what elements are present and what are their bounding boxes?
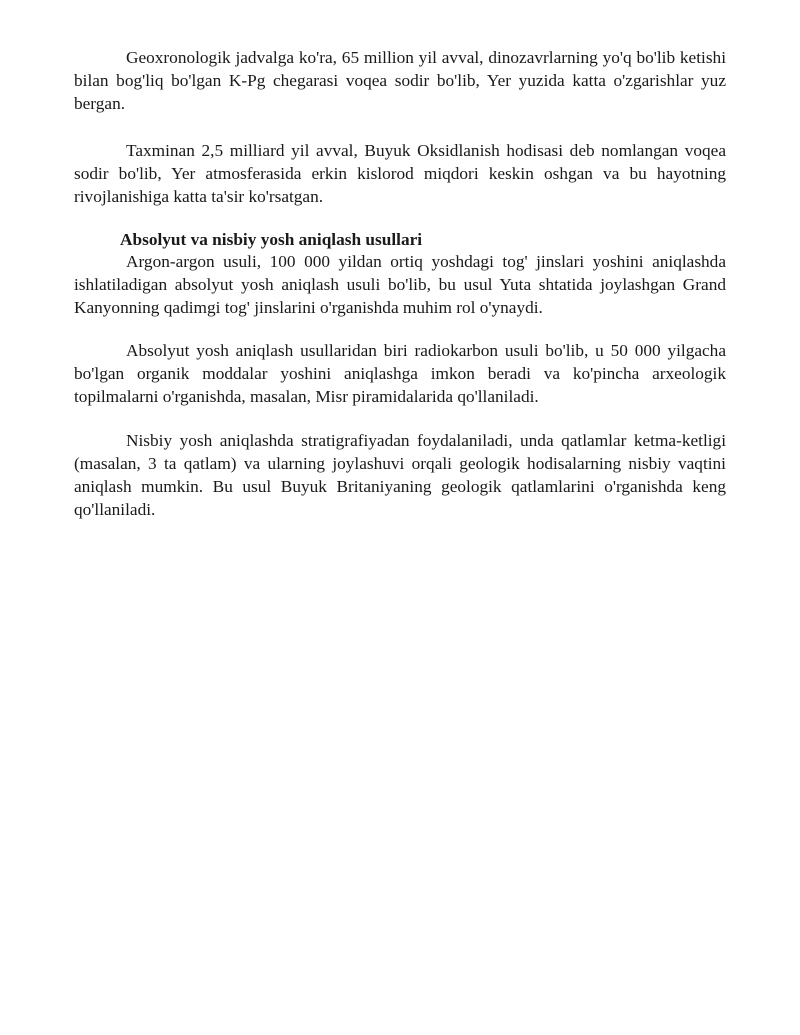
paragraph-radiocarbon-method: Absolyut yosh aniqlash usullaridan biri radiokarbon usuli bo'lib, u 50 000 yilgacha bo'lgan organik moddalar yoshini aniqlashga imkon beradi va ko'pincha arxeologik topilmalarni o'rganishda, masalan, Misr piramidalarida qo'llaniladi. bbox=[74, 341, 726, 406]
paragraph-k-pg-boundary: Geoxronologik jadvalga ko'ra, 65 million yil avval, dinozavrlarning yo'q bo'lib ketishi bilan bog'liq bo'lgan K-Pg chegarasi voqea sodir bo'lib, Yer yuzida katta o'zgarishlar yuz bergan. bbox=[74, 48, 726, 113]
paragraph-stratigraphy-method: Nisbiy yosh aniqlashda stratigrafiyadan foydalaniladi, unda qatlamlar ketma-ketligi (masalan, 3 ta qatlam) va ularning joylashuvi orqali geologik hodisalarning nisbiy vaqtini aniqlash mumkin. Bu usul Buyuk Britaniyaning geologik qatlamlarini o'rganishda keng qo'llaniladi. bbox=[74, 431, 726, 519]
paragraph-great-oxidation-event: Taxminan 2,5 milliard yil avval, Buyuk Oksidlanish hodisasi deb nomlangan voqea sodir bo'lib, Yer atmosferasida erkin kislorod miqdori keskin oshgan va bu hayotning rivojlanishiga katta ta'sir ko'rsatgan. bbox=[74, 141, 726, 206]
section-heading: Absolyut va nisbiy yosh aniqlash usullari bbox=[120, 230, 423, 249]
paragraph-argon-argon-method: Argon-argon usuli, 100 000 yildan ortiq yoshdagi tog' jinslari yoshini aniqlashda ishlatiladigan absolyut yosh aniqlash usuli bo'lib, bu usul Yuta shtatida joylashgan Grand Kanyonning qadimgi tog' jinslarini o'rganishda muhim rol o'ynaydi. bbox=[74, 252, 726, 317]
